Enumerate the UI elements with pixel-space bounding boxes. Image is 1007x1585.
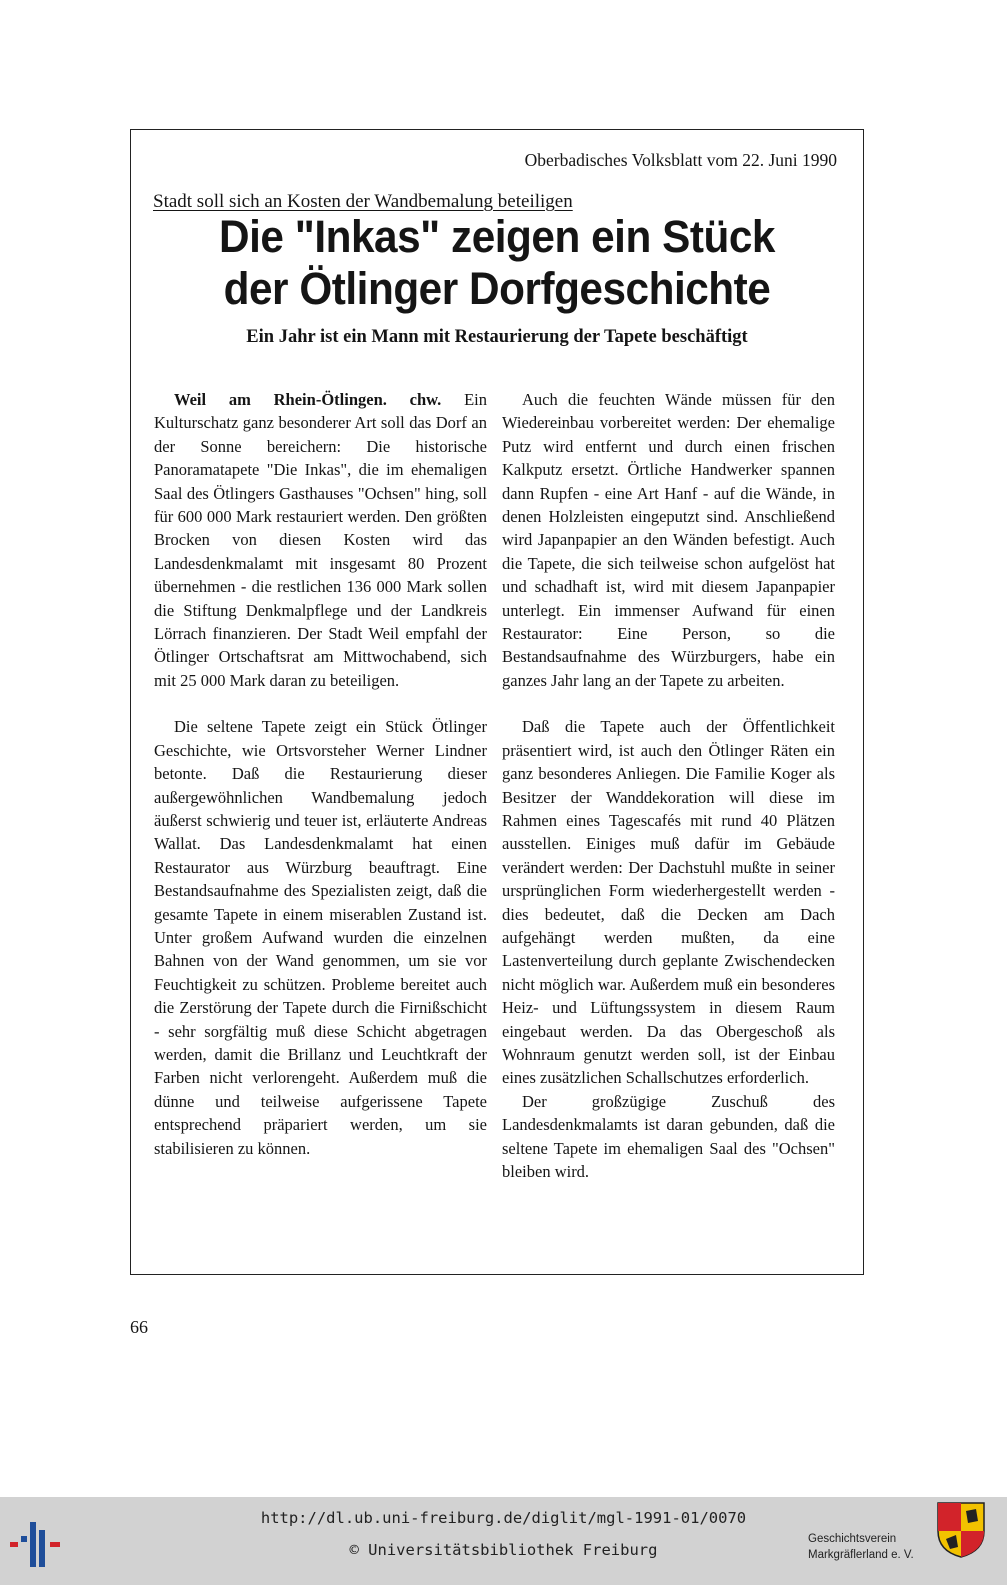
subheadline: Ein Jahr ist ein Mann mit Restaurierung der Tapete beschäftigt: [246, 327, 748, 347]
newspaper-clipping: [130, 129, 864, 1275]
page-number: 66: [130, 1317, 148, 1337]
source-line: Oberbadisches Volksblatt vom 22. Juni 1990: [524, 150, 837, 170]
left-column: [154, 388, 487, 1160]
headline: [153, 211, 841, 315]
paragraph: Daß die Tapete auch der Öffentlichkeit präsentiert wird, ist auch den Ötlinger Räten ein ganz besonderes Anliegen. Die Familie Koger als Besitzer der Wanddekoration will diese im Rahmen eines Tagescafés mit rund 40 Plätzen ausstellen. Einiges muß dafür im Gebäude verändert werden: Der Dachstuhl mußte in seiner ursprünglichen Form wiederhergestellt werden - dies bedeutet, daß die Decken am Dach aufgehängt werden mußten, da eine Lastenverteilung durch geplante Zwischendecken nicht möglich war. Außerdem muß ein besonderes Heiz- und Lüftungssystem in diesem Raum eingebaut werden. Da das Obergeschoß als Wohnraum genutzt werden soll, ist der Einbau eines zusätzlichen Schallschutzes erforderlich.: [502, 717, 835, 1088]
paragraph-text: Ein Kulturschatz ganz besonderer Art soll das Dorf an der Sonne bereichern: Die historische Panoramatapete "Die Inkas", die im ehemaligen Saal des Ötlingers Gasthauses "Ochsen" hing, soll für 600 000 Mark restauriert werden. Den größten Brocken von diesen Kosten wird das Landesdenkmalamt mit insgesamt 80 Prozent übernehmen - die restlichen 136 000 Mark sollen die Stiftung Denkmalpflege und der Landkreis Lörrach finanzieren. Der Stadt Weil empfahl der Ötlinger Ortschaftsrat am Mittwochabend, sich mit 25 000 Mark daran zu beteiligen.: [154, 390, 488, 690]
organization-line-2: Markgräflerland e. V.: [808, 1549, 914, 1561]
kicker: Stadt soll sich an Kosten der Wandbemalung beteiligen: [153, 191, 573, 212]
organization-name: [808, 1531, 914, 1563]
dateline: Weil am Rhein-Ötlingen. chw.: [174, 390, 442, 409]
paragraph: Die seltene Tapete zeigt ein Stück Ötlinger Geschichte, wie Ortsvorsteher Werner Lindner betonte. Daß die Restaurierung dieser außergewöhnlichen Wandbemalung jedoch äußerst schwierig und teuer ist, erläuterte Andreas Wallat. Das Landesdenkmalamt hat einen Restaurator aus Würzburg beauftragt. Eine Bestandsaufnahme des Spezialisten zeigt, daß die gesamte Tapete in einem miserablen Zustand ist. Unter großem Aufwand wurden die einzelnen Bahnen von der Wand genommen, um sie vor Feuchtigkeit zu schützen. Probleme bereitet auch die Zerstörung der Tapete durch die Firnißschicht - sehr sorgfältig muß diese Schicht abgetragen werden, damit die Brillanz und Leuchtkraft der Farben nicht verlorengeht. Außerdem muß die dünne und teilweise aufgerissene Tapete entsprechend präpariert werden, um sie stabilisieren zu können.: [154, 717, 487, 1158]
paragraph: Auch die feuchten Wände müssen für den Wiedereinbau vorbereitet werden: Der ehemalige Putz wird entfernt und durch einen frischen Kalkputz ersetzt. Örtliche Handwerker spannen dann Rupfen - eine Art Hanf - auf die Wände, in denen Holzleisten eingeputzt sind. Anschließend wird Japanpapier an den Wänden befestigt. Auch die Tapete, die sich teilweise schon aufgelöst hat und schadhaft ist, wird mit diesem Japanpapier unterlegt. Ein immenser Aufwand für einen Restaurator: Eine Person, so die Bestandsaufnahme des Würzburgers, habe ein ganzes Jahr lang an der Tapete zu arbeiten.: [502, 390, 835, 690]
footer-bar: [0, 1497, 1007, 1585]
coat-of-arms-icon: [936, 1501, 986, 1559]
paragraph: Der großzügige Zuschuß des Landesdenkmalamts ist daran gebunden, daß die seltene Tapete im ehemaligen Saal des "Ochsen" bleiben wird.: [502, 1091, 835, 1181]
headline-line-1: Die "Inkas" zeigen ein Stück: [219, 211, 775, 262]
copyright: © Universitätsbibliothek Freiburg: [349, 1541, 658, 1559]
right-column: [502, 388, 835, 1183]
headline-line-2: der Ötlinger Dorfgeschichte: [223, 263, 771, 314]
permalink-url[interactable]: http://dl.ub.uni-freiburg.de/diglit/mgl-1991-01/0070: [260, 1509, 747, 1527]
paragraph: [154, 388, 487, 692]
organization-line-1: Geschichtsverein: [808, 1533, 897, 1545]
